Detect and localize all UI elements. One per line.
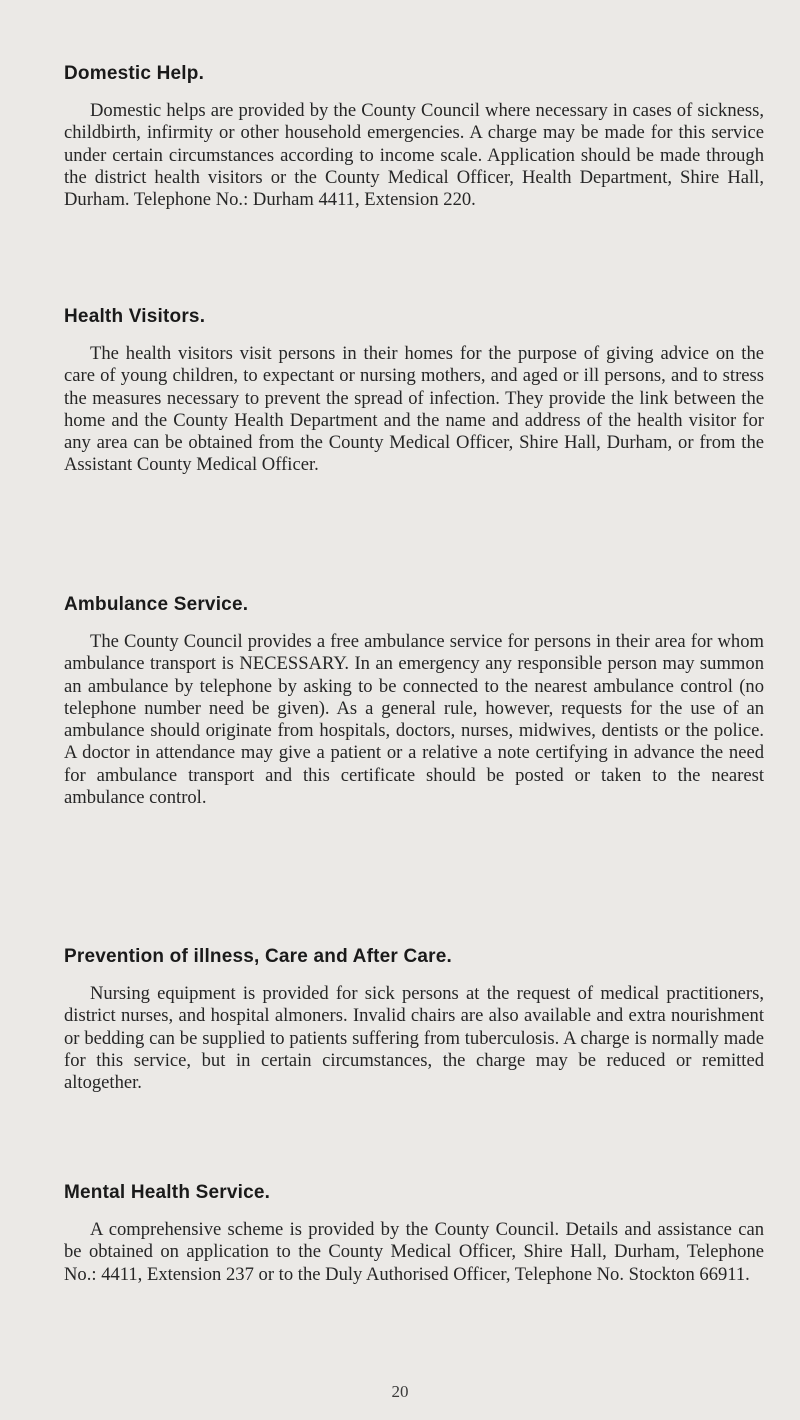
section-heading: Health Visitors. — [64, 306, 206, 327]
section-body: The County Council provides a free ambulance service for persons in their area for whom ambulance transport is NECESSARY. In an emergency any responsible person may summon an ambulance by telephone by asking to be connected to the nearest ambulance control (no telephone number need be given). As a general rule, however, requests for the use of an ambulance should originate from hospitals, doctors, nurses, midwives, dentists or the police. A doctor in attendance may give a patient or a relative a note certifying in advance the need for ambulance transport and this certificate should be posted or taken to the nearest ambulance control. — [64, 631, 764, 809]
section-heading: Mental Health Service. — [64, 1182, 271, 1203]
section-health-visitors — [64, 305, 764, 477]
section-ambulance-service — [64, 593, 764, 809]
section-heading: Prevention of illness, Care and After Care. — [64, 946, 453, 967]
section-domestic-help — [64, 62, 764, 211]
section-body: A comprehensive scheme is provided by the County Council. Details and assistance can be obtained on application to the County Medical Officer, Shire Hall, Durham, Telephone No.: 4411, Extension 237 or to the Duly Authorised Officer, Telephone No. Stockton 66911. — [64, 1219, 764, 1285]
section-mental-health-service — [64, 1181, 764, 1286]
page-number: 20 — [391, 1382, 409, 1401]
section-prevention-of-illness — [64, 945, 764, 1094]
section-body: Domestic helps are provided by the County Council where necessary in cases of sickness, childbirth, infirmity or other household emergencies. A charge may be made for this service under certain circumstances according to income scale. Application should be made through the district health visitors or the County Medical Officer, Health Department, Shire Hall, Durham. Telephone No.: Durham 4411, Extension 220. — [64, 100, 764, 211]
section-heading: Domestic Help. — [64, 63, 205, 84]
section-heading: Ambulance Service. — [64, 594, 249, 615]
section-body: The health visitors visit persons in their homes for the purpose of giving advice on the care of young children, to expectant or nursing mothers, and aged or ill persons, and to stress the measures necessary to prevent the spread of infection. They provide the link between the home and the County Health Department and the name and address of the health visitor for any area can be obtained from the County Medical Officer, Shire Hall, Durham, or from the Assistant County Medical Officer. — [64, 343, 764, 476]
section-body: Nursing equipment is provided for sick persons at the request of medical practitioners, district nurses, and hospital almoners. Invalid chairs are also available and extra nourishment or bedding can be supplied to patients suffering from tuberculosis. A charge is normally made for this service, but in certain circumstances, the charge may be reduced or remitted altogether. — [64, 983, 764, 1094]
